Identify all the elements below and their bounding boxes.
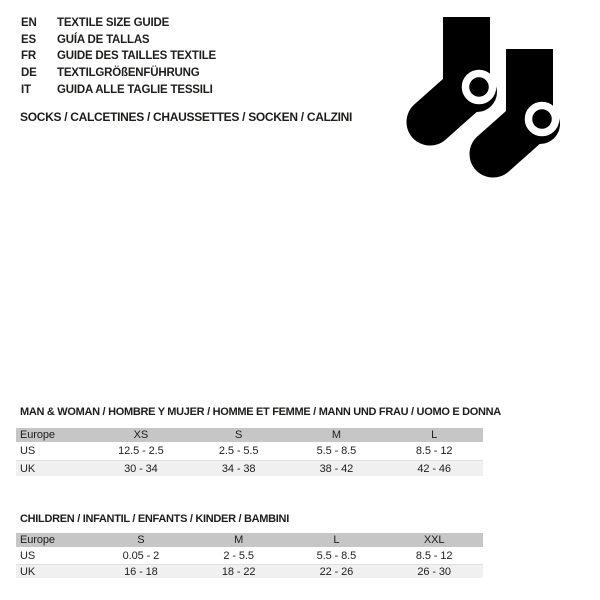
column-header-s: S	[235, 429, 243, 441]
column-header-xs: XS	[133, 429, 149, 441]
language-code: FR	[21, 50, 36, 63]
size-cell: 42 - 46	[417, 462, 451, 475]
size-cell: 22 - 26	[319, 565, 354, 578]
row-label: US	[20, 549, 36, 562]
table-row-us	[16, 547, 483, 564]
size-cell: 26 - 30	[417, 565, 451, 578]
children-table-title: CHILDREN / INFANTIL / ENFANTS / KINDER / BAMBINI	[20, 513, 289, 525]
language-code: EN	[21, 17, 37, 30]
language-row-en	[21, 15, 216, 32]
language-row-fr	[21, 48, 216, 65]
column-header-l: L	[333, 534, 340, 546]
sock-left	[430, 17, 497, 122]
language-code: DE	[21, 67, 37, 80]
table-row-uk	[16, 564, 483, 578]
column-header-s: S	[137, 534, 145, 546]
column-header-xxl: XXL	[423, 534, 445, 546]
column-header-m: M	[234, 534, 244, 546]
size-cell: 0.05 - 2	[122, 549, 160, 562]
row-label: UK	[20, 462, 36, 475]
row-label: UK	[20, 565, 36, 578]
column-header-europe: Europe	[20, 429, 55, 441]
children-table	[16, 533, 483, 578]
language-row-it	[21, 81, 216, 98]
language-code: ES	[21, 33, 36, 46]
size-cell: 5.5 - 8.5	[316, 445, 357, 457]
sock-right	[493, 49, 560, 154]
size-cell: 16 - 18	[124, 565, 158, 578]
language-code: IT	[21, 83, 31, 96]
man-woman-table	[16, 428, 483, 476]
language-list	[21, 15, 216, 98]
size-cell: 8.5 - 12	[415, 445, 453, 457]
size-cell: 38 - 42	[319, 462, 354, 475]
size-cell: 34 - 38	[221, 462, 256, 475]
size-cell: 2.5 - 5.5	[218, 445, 259, 457]
language-label: TEXTILGRÖßENFÜHRUNG	[57, 67, 200, 80]
column-header-m: M	[331, 429, 341, 441]
table-row-us	[16, 442, 483, 460]
language-row-de	[21, 65, 216, 82]
language-label: GUÍA DE TALLAS	[57, 33, 150, 46]
table-header-row	[16, 533, 483, 547]
column-header-europe: Europe	[20, 534, 55, 546]
size-cell: 8.5 - 12	[415, 549, 453, 562]
size-cell: 12.5 - 2.5	[118, 445, 164, 457]
size-cell: 2 - 5.5	[223, 549, 254, 562]
language-label: GUIDE DES TAILLES TEXTILE	[57, 50, 216, 63]
row-label: US	[20, 445, 36, 457]
size-cell: 18 - 22	[221, 565, 256, 578]
socks-icon	[403, 12, 563, 190]
man-woman-table-title: MAN & WOMAN / HOMBRE Y MUJER / HOMME ET FEMME / MANN UND FRAU / UOMO E DONNA	[20, 406, 501, 418]
table-header-row	[16, 428, 483, 442]
language-row-es	[21, 32, 216, 49]
size-cell: 30 - 34	[124, 462, 158, 475]
table-row-uk	[16, 460, 483, 476]
language-label: GUIDA ALLE TAGLIE TESSILI	[57, 83, 213, 96]
size-cell: 5.5 - 8.5	[316, 549, 357, 562]
column-header-l: L	[431, 429, 438, 441]
category-heading: SOCKS / CALCETINES / CHAUSSETTES / SOCKEN / CALZINI	[20, 110, 353, 124]
language-label: TEXTILE SIZE GUIDE	[57, 17, 170, 30]
